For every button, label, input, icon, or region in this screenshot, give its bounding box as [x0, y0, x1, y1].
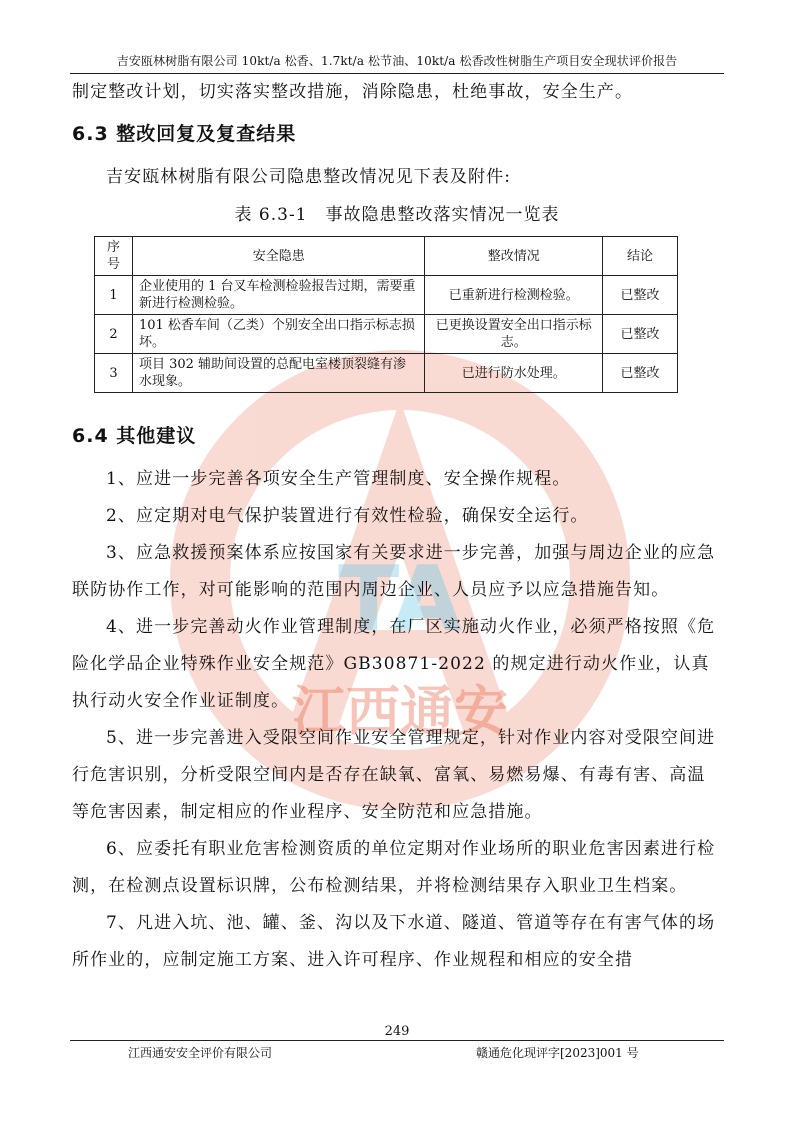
- suggestion-item: 7、凡进入坑、池、罐、釜、沟以及下水道、隧道、管道等存在有害气体的场所作业的，应制定施工方案、进入许可程序、作业规程和相应的安全措: [72, 913, 716, 970]
- table-caption: 表 6.3-1 事故隐患整改落实情况一览表: [234, 205, 560, 225]
- section-6-3-heading: 6.3 整改回复及复查结果: [72, 123, 297, 145]
- watermark-text: 江西通安: [292, 680, 508, 743]
- table-row: [95, 315, 678, 354]
- page-number: 249: [384, 1024, 410, 1039]
- footer-company: 江西通安安全评价有限公司: [128, 1046, 273, 1060]
- cell-number: 1: [95, 276, 133, 315]
- suggestion-item: 4、进一步完善动火作业管理制度，在厂区实施动火作业，必须严格按照《危险化学品企业特殊作业安全规范》GB30871-2022 的规定进行动火作业，认真执行动火安全作业证制度。: [72, 617, 716, 711]
- cell-status: 已进行防水处理。: [425, 354, 603, 393]
- cell-hazard: 101 松香车间（乙类）个别安全出口指示标志损坏。: [132, 315, 425, 354]
- page-header: 吉安瓯林树脂有限公司 10kt/a 松香、1.7kt/a 松节油、10kt/a 松香改性树脂生产项目安全现状评价报告: [70, 52, 724, 74]
- col-header-hazard: 安全隐患: [132, 237, 425, 276]
- cell-hazard: 项目 302 辅助间设置的总配电室楼顶裂缝有渗水现象。: [132, 354, 425, 393]
- cell-status: 已更换设置安全出口指示标志。: [425, 315, 603, 354]
- cell-conclusion: 已整改: [603, 276, 678, 315]
- cell-number: 2: [95, 315, 133, 354]
- suggestion-item: 3、应急救援预案体系应按国家有关要求进一步完善，加强与周边企业的应急联防协作工作，对可能影响的范围内周边企业、人员应予以应急措施告知。: [72, 543, 716, 600]
- col-header-status: 整改情况: [425, 237, 603, 276]
- suggestion-item: 1、应进一步完善各项安全生产管理制度、安全操作规程。: [106, 469, 571, 489]
- footer-divider: [70, 1040, 724, 1041]
- cell-conclusion: 已整改: [603, 354, 678, 393]
- cell-status: 已重新进行检测检验。: [425, 276, 603, 315]
- col-header-number: 序号: [95, 237, 133, 276]
- page-content: [72, 74, 722, 979]
- cell-hazard: 企业使用的 1 台叉车检测检验报告过期，需要重新进行检测检验。: [132, 276, 425, 315]
- col-header-conclusion: 结论: [603, 237, 678, 276]
- table-row: [95, 276, 678, 315]
- section-6-4-heading: 6.4 其他建议: [72, 425, 197, 447]
- suggestion-item: 5、进一步完善进入受限空间作业安全管理规定，针对作业内容对受限空间进行危害识别，分析受限空间内是否存在缺氧、富氧、易燃易爆、有毒有害、高温等危害因素，制定相应的作业程序、安全防范和应急措施。: [72, 728, 716, 822]
- suggestion-item: 6、应委托有职业危害检测资质的单位定期对作业场所的职业危害因素进行检测，在检测点设置标识牌，公布检测结果，并将检测结果存入职业卫生档案。: [72, 839, 716, 896]
- cell-conclusion: 已整改: [603, 315, 678, 354]
- hazard-rectification-table: [94, 236, 678, 393]
- section-6-3-text: 吉安瓯林树脂有限公司隐患整改情况见下表及附件:: [106, 167, 512, 187]
- table-row: [95, 354, 678, 393]
- watermark-letters: TA: [337, 547, 463, 652]
- footer-doc-number: 赣通危化现评字[2023]001 号: [476, 1046, 639, 1060]
- cell-number: 3: [95, 354, 133, 393]
- table-header-row: [95, 237, 678, 276]
- suggestion-item: 2、应定期对电气保护装置进行有效性检验，确保安全运行。: [106, 506, 589, 526]
- intro-line: 制定整改计划，切实落实整改措施，消除隐患，杜绝事故，安全生产。: [72, 82, 634, 102]
